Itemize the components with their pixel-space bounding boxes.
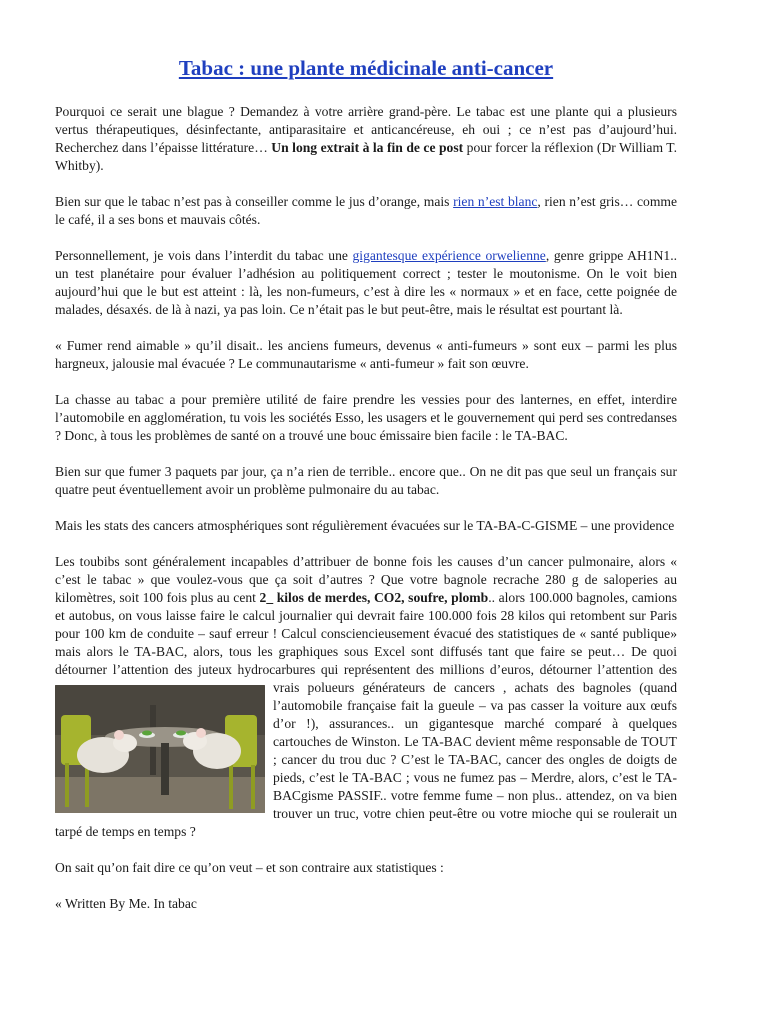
paragraph-orange-juice-before: Bien sur que le tabac n’est pas à conseiller comme le jus d’orange, mais — [55, 194, 454, 209]
paragraph-written-by: « Written By Me. In tabac — [55, 896, 197, 911]
paragraph-statistiques: On sait qu’on fait dire ce qu’on veut – et son contraire aux statistiques : — [55, 860, 444, 875]
paragraph-toubibs-mid: .. alors 100.000 bagnoles, camions et autobus, on vous laisse faire le calcul journalier qui devrait faire 100.000 fois 28 kilos qui retombent sur Paris pour 100 km de conduite – sauf erreur ! Calcul consciencieusement évacué des statistiques de « santé publique» mais alors le TA-BAC, alors, tous les graphiques sous Excel sont diffusés tant que faire se peut… De quoi détourner l’attention des juteux hydrocarbures qui représentent des millions d’euros, détourner l’attention des — [55, 590, 678, 677]
paragraph-orwell-after: , genre grippe AH1N1.. un test planétaire pour évaluer l’adhésion au politiquement correct ; tester le moutonisme. On le voit bien aujourd’hui que le but est atteint : là, les non-fumeurs, c’est à dire les « normaux » et en face, cette poignée de malades, désaxés. de là à nazi, ya pas loin. Ce n’était pas le but peut-être, mais le résultat est pourtant là. — [55, 248, 677, 317]
paragraph-toubibs-start: Les toubibs sont généralement incapables d’attribuer de bonne fois les causes d’un cancer pulmonaire, alors « c’est le tabac » que voulez-vous que ça soit d’autres ? Que votre bagnole recrache 280 g de saloperies au kilomètres, soit 100 fois plus au cent — [55, 554, 677, 605]
paragraph-toubibs — [55, 553, 677, 841]
link-rien-nest-blanc[interactable]: rien n’est blanc — [453, 194, 538, 209]
paragraph-intro-bold: Un long extrait à la fin de ce post — [271, 140, 464, 155]
paragraph-fumer-aimable: « Fumer rend aimable » qu’il disait.. les anciens fumeurs, devenus « anti-fumeurs » sont eux – parmi les plus hargneux, jalousie mal évacuée ? Le communautarisme « anti-fumeur » fait son œuvre. — [55, 338, 677, 371]
paragraph-orwell-before: Personnellement, je vois dans l’interdit du tabac une — [55, 248, 353, 263]
paragraph-intro-text: Pourquoi ce serait une blague ? Demandez à votre arrière grand-père. Le tabac est une plante qui a plusieurs vertus thérapeutiques, désinfectante, antiparasitaire et anticancéreuse, eh oui ; ce n’est pas d’aujourd’hui. Recherchez dans l’épaisse littérature… — [55, 104, 677, 155]
paragraph-orange-juice — [55, 193, 677, 229]
link-experience-orwelienne[interactable]: gigantesque expérience orwelienne — [352, 248, 546, 263]
paragraph-intro-tail: pour forcer la réflexion (Dr William T. Whitby). — [55, 140, 677, 173]
article-title: Tabac : une plante médicinale anti-cancer — [178, 56, 554, 80]
rats-at-table-image — [55, 685, 265, 813]
paragraph-stats-cancers: Mais les stats des cancers atmosphériques sont régulièrement évacuées sur le TA-BA-C-GISME – une providence — [55, 518, 675, 533]
paragraph-chasse-tabac: La chasse au tabac a pour première utilité de faire prendre les vessies pour des lanternes, en effet, interdire l’automobile en agglomération, tu vois les sociétés Esso, les usagers et le gouvernement qui perd ses contredanses ? Donc, à tous les problèmes de santé on a trouvé une bouc émissaire bien facile : le TA-BAC. — [55, 392, 677, 443]
article — [55, 55, 677, 913]
paragraph-toubibs-rest: vrais polueurs générateurs de cancers , achats des bagnoles (quand l’automobile française fait la gueule – va pas casser la voiture aux œufs d’or !), assurances.. un gigantesque marché comparé à quelques cartouches de Winston. Le TA-BAC devient même responsable de TOUT ; cancer du trou duc ? C’est le TA-BAC, cancer des ongles de doigts de pieds, c’est le TA-BAC ; vous ne fumez pas – Merdre, alors, c’est le TA-BACgisme PASSIF.. votre femme fume – non plus.. attendez, on va bien trouver un truc, votre chien peut-être ou votre mioche qui se roulerait un tarpé de temps en temps ? — [55, 680, 677, 839]
paragraph-trois-paquets: Bien sur que fumer 3 paquets par jour, ça n’a rien de terrible.. encore que.. On ne dit pas que seul un français sur quatre peut éventuellement avoir un problème pulmonaire du au tabac. — [55, 464, 677, 497]
rats-at-table-drawing — [55, 685, 265, 813]
paragraph-toubibs-bold: 2_ kilos de merdes, CO2, soufre, plomb — [259, 590, 489, 605]
paragraph-orange-juice-after: , rien n’est gris… comme le café, il a ses bons et mauvais côtés. — [55, 194, 678, 227]
paragraph-orwell — [55, 247, 677, 319]
paragraph-intro — [55, 103, 677, 175]
